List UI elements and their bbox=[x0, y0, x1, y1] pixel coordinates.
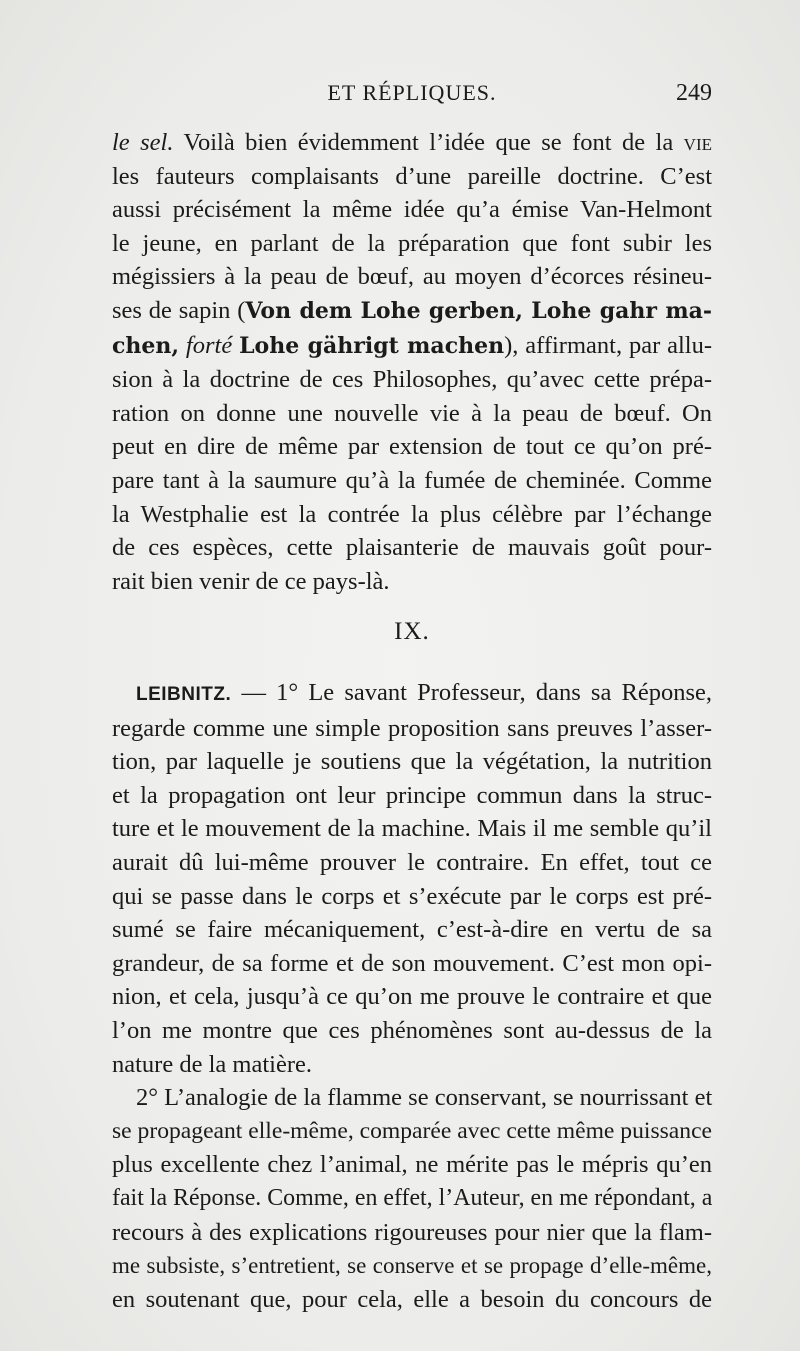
small-caps-text: vie bbox=[683, 129, 712, 156]
text-line: nature de la matière. bbox=[112, 1050, 312, 1078]
text-line: 2° L’analogie de la flamme se conservant, se nourrissant et bbox=[136, 1084, 713, 1112]
german-gothic-text: chen, bbox=[112, 332, 180, 359]
running-title: ET RÉPLIQUES. bbox=[327, 80, 497, 105]
text-line: rait bien venir de ce pays-là. bbox=[112, 567, 390, 595]
text-line bbox=[112, 676, 712, 712]
text-line: ture et le mouvement de la machine. Mais il me semble qu’il bbox=[112, 815, 712, 843]
text-line: aurait dû lui-même prouver le contraire. En effet, tout ce bbox=[112, 848, 712, 876]
german-gothic-text: Lohe gährigt machen bbox=[239, 332, 505, 359]
text-line: et la propagation ont leur principe commun dans la struc- bbox=[112, 781, 712, 809]
text-line: le jeune, en parlant de la préparation que font subir les bbox=[112, 229, 712, 257]
text-line: recours à des explications rigoureuses pour nier que la flam- bbox=[112, 1218, 712, 1246]
text-line: fait la Réponse. Comme, en effet, l’Auteur, en me répondant, a bbox=[112, 1184, 713, 1211]
text-line: tion, par laquelle je soutiens que la végétation, la nutrition bbox=[112, 748, 712, 776]
text-line bbox=[112, 329, 712, 364]
paragraph-continuation bbox=[112, 126, 712, 598]
page-header bbox=[112, 80, 712, 120]
italic-text: forté bbox=[179, 331, 240, 359]
paragraph-leibnitz bbox=[112, 676, 712, 1316]
text-line: grandeur, de sa forme et de son mouvement. C’est mon opi- bbox=[112, 949, 712, 977]
text-line: nion, et cela, jusqu’à ce qu’on me prouve le contraire et que bbox=[112, 983, 712, 1011]
italic-text: le sel. bbox=[112, 129, 174, 156]
text-line: se propageant elle-même, comparée avec cette même puissance bbox=[112, 1117, 713, 1144]
text-line: sumé se faire mécaniquement, c’est-à-dire en vertu de sa bbox=[112, 916, 712, 944]
text-line bbox=[112, 294, 712, 329]
text-line bbox=[112, 126, 712, 160]
text-line: de ces espèces, cette plaisanterie de mauvais goût pour- bbox=[112, 534, 712, 562]
text-line: qui se passe dans le corps et s’exécute par le corps est pré- bbox=[112, 882, 712, 910]
text-line: sion à la doctrine de ces Philosophes, qu’avec cette prépa- bbox=[112, 366, 712, 394]
text-span: Voilà bien évidemment l’idée que se font de la bbox=[173, 129, 684, 156]
speaker-name: LEIBNITZ. bbox=[136, 684, 232, 705]
page-number: 249 bbox=[676, 80, 712, 106]
text-line: l’on me montre que ces phénomènes sont au-dessus de la bbox=[112, 1016, 712, 1044]
text-line: me subsiste, s’entretient, se conserve et se propage d’elle-même, bbox=[112, 1253, 712, 1279]
section-heading: IX. bbox=[394, 618, 430, 645]
text-line: aussi précisément la même idée qu’a émise Van-Helmont bbox=[112, 196, 712, 224]
text-line: regarde comme une simple proposition sans preuves l’asser- bbox=[112, 714, 712, 742]
text-line: ration on donne une nouvelle vie à la peau de bœuf. On bbox=[112, 399, 712, 427]
text-span: ses de sapin ( bbox=[112, 296, 246, 324]
text-line: les fauteurs complaisants d’une pareille doctrine. C’est bbox=[112, 162, 712, 190]
text-line: la Westphalie est la contrée la plus célèbre par l’échange bbox=[112, 500, 712, 528]
text-line: pare tant à la saumure qu’à la fumée de cheminée. Comme bbox=[112, 466, 712, 494]
text-line: peut en dire de même par extension de tout ce qu’on pré- bbox=[112, 433, 712, 461]
text-line: mégissiers à la peau de bœuf, au moyen d’écorces résineu- bbox=[112, 263, 712, 291]
german-gothic-text: Von dem Lohe gerben, Lohe gahr ma- bbox=[245, 297, 712, 324]
text-line: plus excellente chez l’animal, ne mérite pas le mépris qu’en bbox=[112, 1151, 712, 1179]
text-line: en soutenant que, pour cela, elle a besoin du concours de bbox=[112, 1285, 712, 1313]
text-span: — 1° Le savant Professeur, dans sa Réponse, bbox=[231, 679, 712, 706]
text-span: ), affirmant, par allu- bbox=[504, 331, 712, 359]
